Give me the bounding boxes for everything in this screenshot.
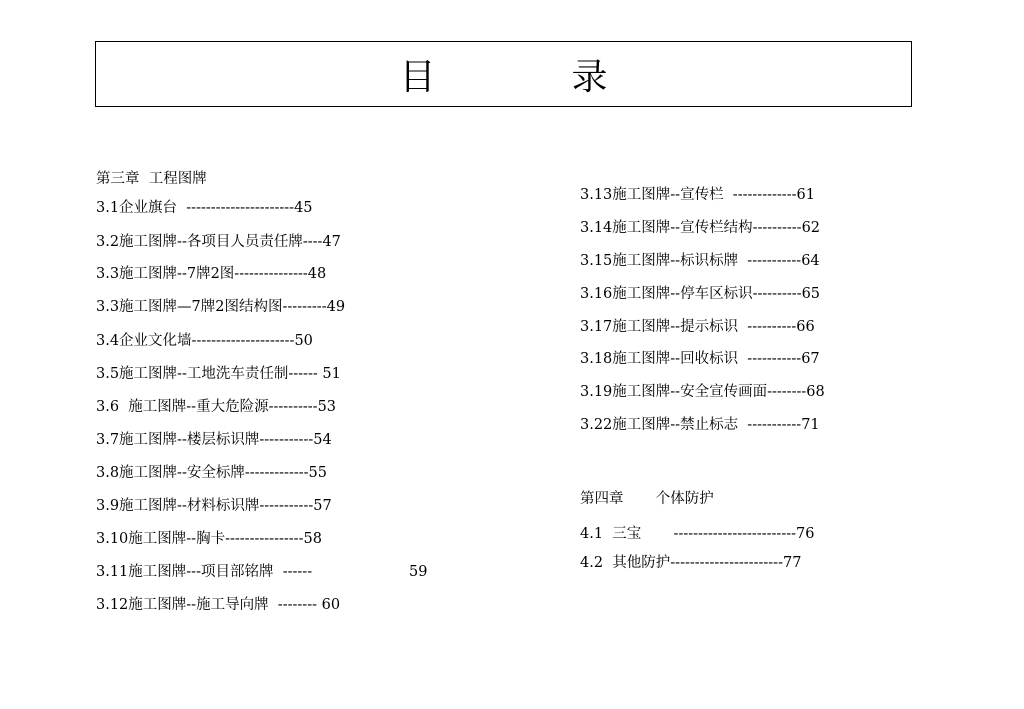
toc-entry[interactable]: 3.10施工图牌--胸卡----------------58 (96, 531, 322, 547)
toc-entry[interactable]: 3.5施工图牌--工地洗车责任制------ 51 (96, 366, 341, 382)
toc-entry[interactable]: 3.9施工图牌--材料标识牌-----------57 (96, 498, 332, 514)
toc-entry[interactable]: 3.18施工图牌--回收标识 -----------67 (580, 351, 820, 367)
toc-entry[interactable]: 3.4企业文化墙---------------------50 (96, 333, 313, 349)
toc-entry[interactable]: 3.15施工图牌--标识标牌 -----------64 (580, 253, 820, 269)
toc-entry[interactable]: 3.16施工图牌--停车区标识----------65 (580, 286, 821, 302)
toc-entry[interactable]: 3.11施工图牌---项目部铭牌 ------ (96, 564, 313, 580)
toc-entry[interactable]: 3.3施工图牌--7牌2图---------------48 (96, 266, 327, 282)
chapter-3-heading: 第三章 工程图牌 (96, 171, 207, 187)
page-title: 目 录 (399, 56, 658, 98)
toc-entry-page-number: 59 (409, 564, 428, 580)
toc-entry[interactable]: 3.17施工图牌--提示标识 ----------66 (580, 319, 815, 335)
title-box (95, 41, 912, 107)
toc-entry[interactable]: 4.2 其他防护-----------------------77 (580, 555, 802, 571)
toc-entry[interactable]: 3.6 施工图牌--重大危险源----------53 (96, 399, 337, 415)
toc-entry[interactable]: 4.1 三宝 -------------------------76 (580, 526, 815, 542)
toc-entry[interactable]: 3.1企业旗台 ----------------------45 (96, 200, 313, 216)
toc-entry[interactable]: 3.22施工图牌--禁止标志 -----------71 (580, 417, 820, 433)
toc-entry[interactable]: 3.13施工图牌--宣传栏 -------------61 (580, 187, 815, 203)
toc-entry[interactable]: 3.14施工图牌--宣传栏结构----------62 (580, 220, 821, 236)
toc-entry[interactable]: 3.12施工图牌--施工导向牌 -------- 60 (96, 597, 341, 613)
chapter-4-heading: 第四章 个体防护 (580, 491, 714, 507)
toc-entry[interactable]: 3.8施工图牌--安全标牌-------------55 (96, 465, 328, 481)
toc-entry[interactable]: 3.7施工图牌--楼层标识牌-----------54 (96, 432, 332, 448)
toc-entry[interactable]: 3.2施工图牌--各项目人员责任牌----47 (96, 234, 341, 250)
toc-entry[interactable]: 3.19施工图牌--安全宣传画面--------68 (580, 384, 825, 400)
toc-entry[interactable]: 3.3施工图牌—7牌2图结构图---------49 (96, 299, 346, 315)
